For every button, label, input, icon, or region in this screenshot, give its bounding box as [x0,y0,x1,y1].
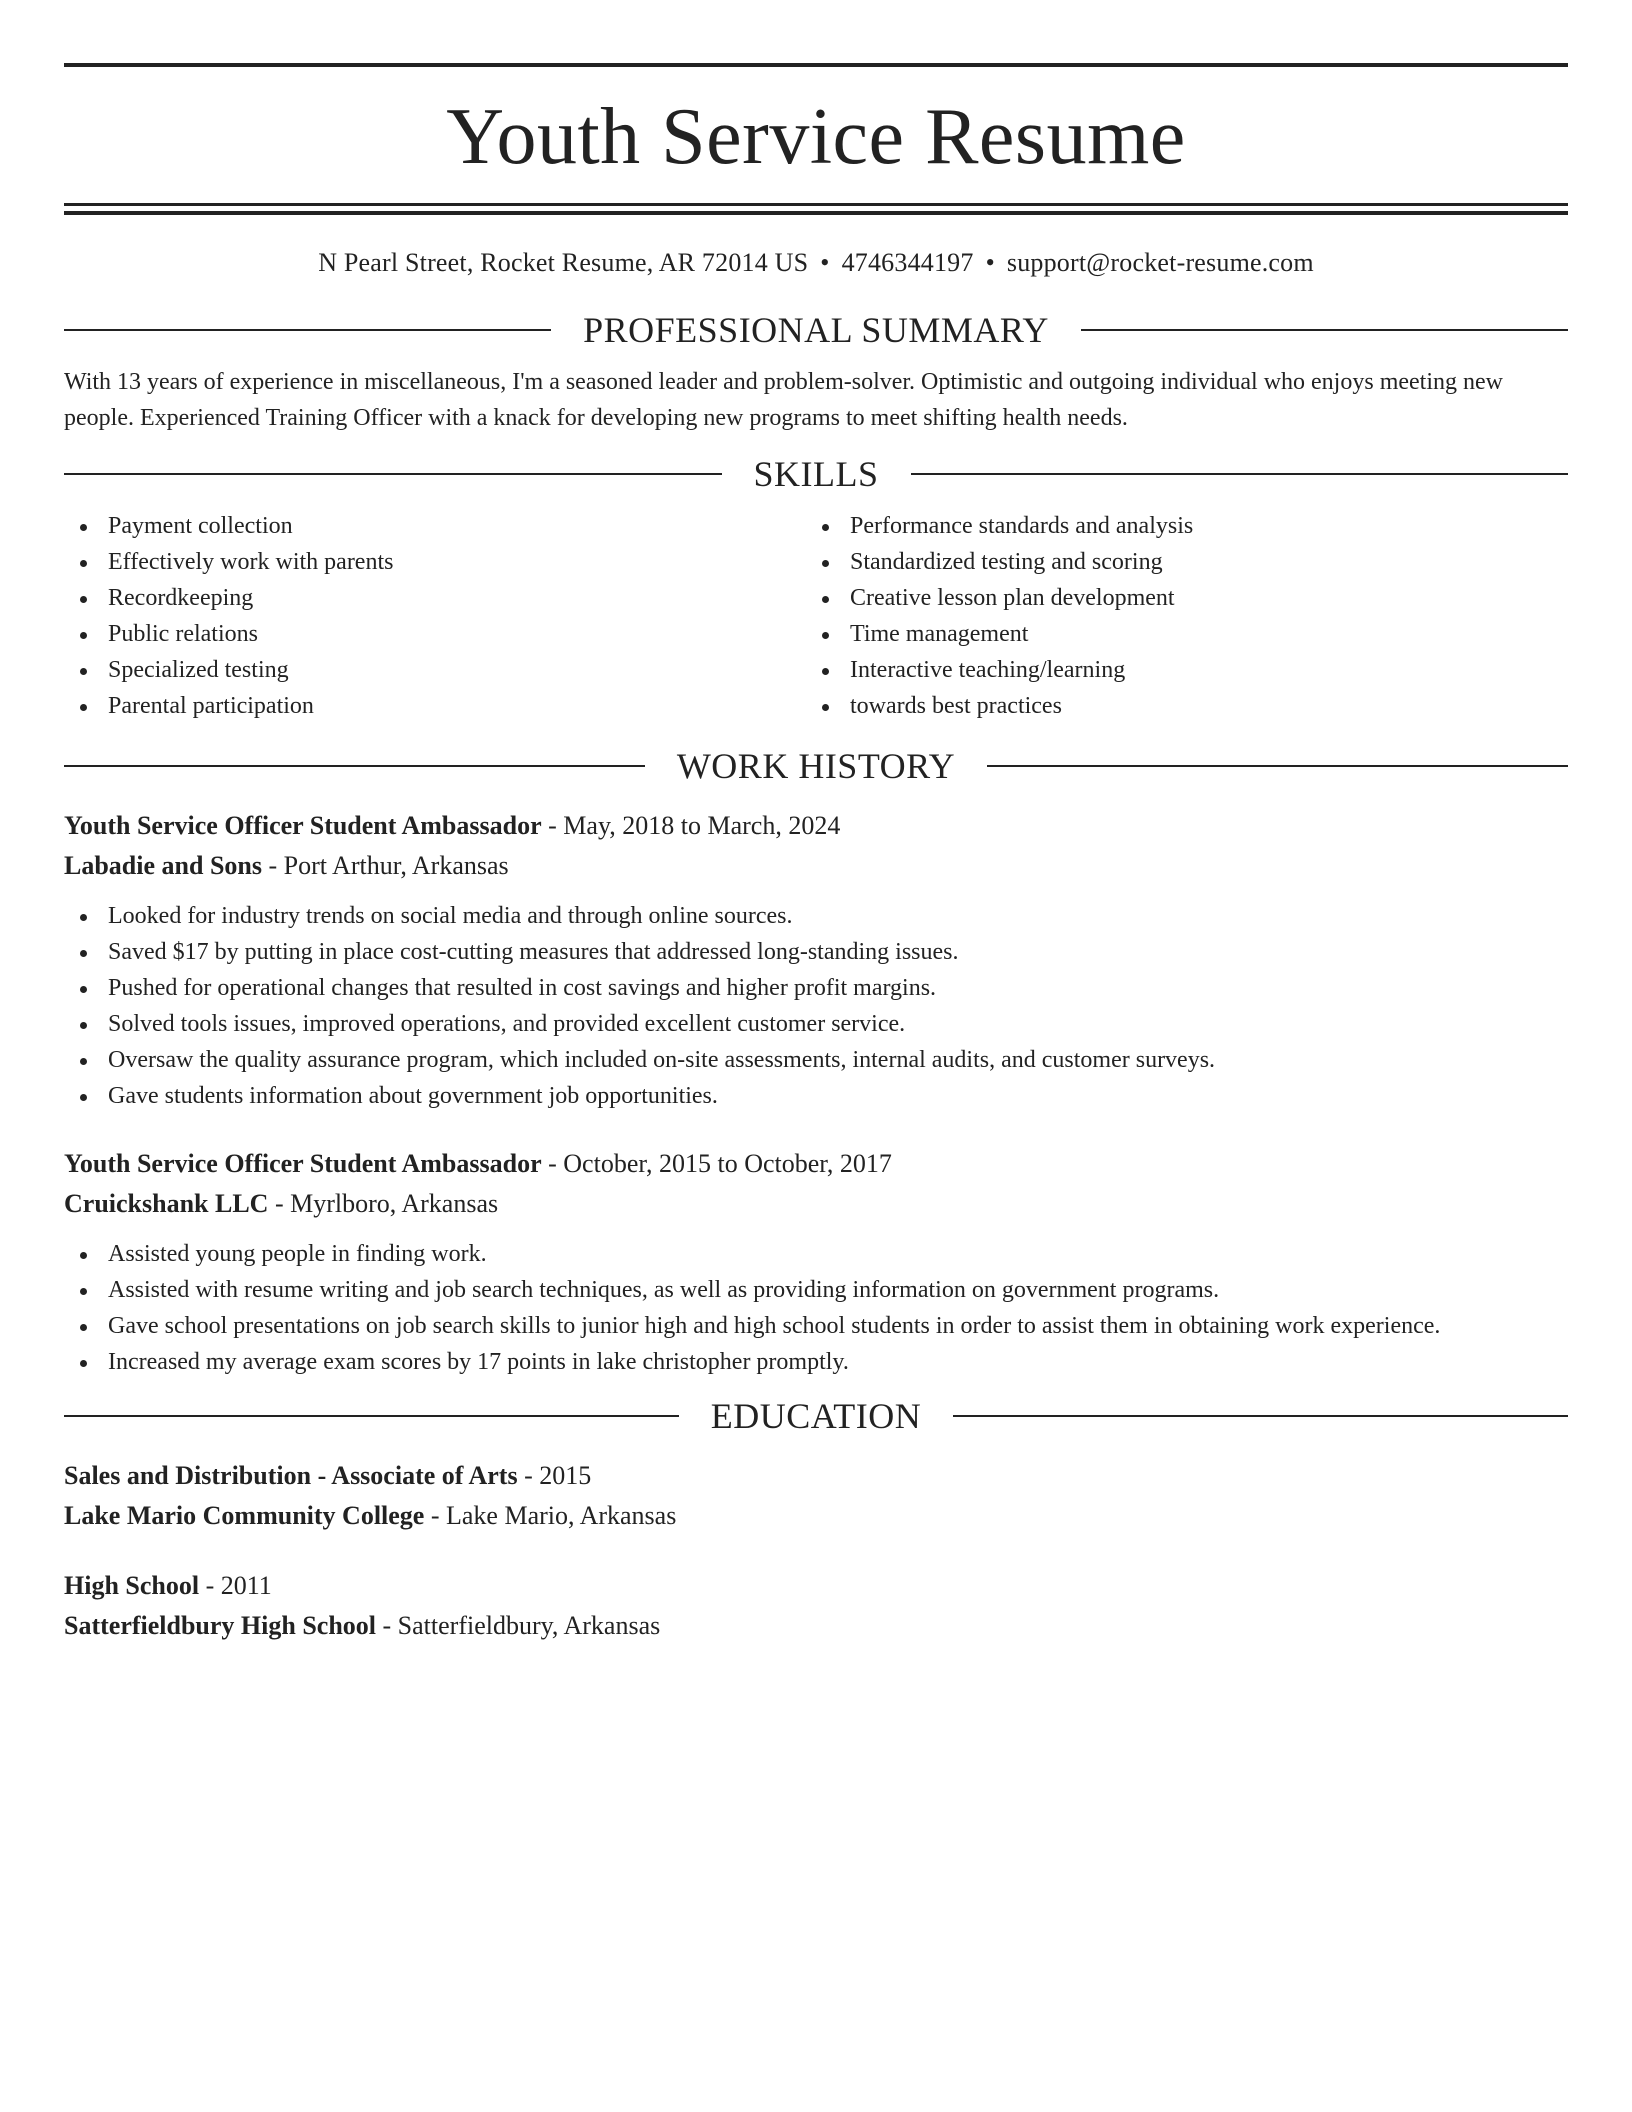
education-degree-line [64,1456,1568,1496]
skill-item: Interactive teaching/learning [806,652,1548,688]
summary-section-heading [64,310,1568,350]
skills-list [64,508,1568,724]
skill-item: Effectively work with parents [64,544,806,580]
heading-rule-right [953,1415,1568,1417]
job-dates: - May, 2018 to March, 2024 [541,811,841,840]
skill-item: Recordkeeping [64,580,806,616]
heading-rule-right [987,765,1568,767]
heading-rule-left [64,1415,679,1417]
education-entry [64,1456,1568,1536]
job-title-line [64,1144,1568,1184]
heading-rule-left [64,329,551,331]
contact-phone: 4746344197 [841,248,974,277]
education-school-line [64,1606,1568,1646]
contact-address: N Pearl Street, Rocket Resume, AR 72014 US [318,248,809,277]
job-dates: - October, 2015 to October, 2017 [541,1149,892,1178]
job-bullet: Solved tools issues, improved operations, and provided excellent customer service. [64,1006,1568,1042]
skills-column-left [64,508,806,724]
education-degree-line [64,1566,1568,1606]
heading-rule-right [911,473,1569,475]
education-school: Satterfieldbury High School [64,1611,377,1640]
job-title-line [64,806,1568,846]
skill-item: Creative lesson plan development [806,580,1548,616]
contact-email: support@rocket-resume.com [1006,248,1314,277]
contact-separator: • [985,248,995,277]
skills-heading: SKILLS [753,454,879,494]
education-heading: EDUCATION [710,1396,922,1436]
job-bullet: Oversaw the quality assurance program, which included on-site assessments, internal audits, and customer surveys. [64,1042,1568,1078]
job-company: Cruickshank LLC [64,1189,269,1218]
job-company: Labadie and Sons [64,851,262,880]
job-bullet: Increased my average exam scores by 17 points in lake christopher promptly. [64,1344,1568,1380]
skill-item: Performance standards and analysis [806,508,1548,544]
job-bullets [64,898,1568,1114]
page-title: Youth Service Resume [446,93,1186,181]
job-bullet: Saved $17 by putting in place cost-cutting measures that addressed long-standing issues. [64,934,1568,970]
heading-rule-left [64,765,645,767]
job-entry [64,1144,1568,1380]
job-location: - Myrlboro, Arkansas [268,1189,499,1218]
skills-section-heading [64,454,1568,494]
job-bullet: Assisted young people in finding work. [64,1236,1568,1272]
top-rule [64,63,1568,67]
contact-line [64,248,1568,278]
skill-item: Time management [806,616,1548,652]
job-location: - Port Arthur, Arkansas [261,851,509,880]
education-degree: High School [64,1571,200,1600]
education-location: - Satterfieldbury, Arkansas [376,1611,661,1640]
job-bullet: Looked for industry trends on social media and through online sources. [64,898,1568,934]
contact-separator: • [820,248,830,277]
education-year: - 2015 [517,1461,592,1490]
summary-text: With 13 years of experience in miscellaneous, I'm a seasoned leader and problem-solver. Optimistic and outgoing individual who enjoys meeting new people. Experienced Training Officer with a knack for developing new programs to meet shifting health needs. [64,369,1503,431]
job-company-line [64,846,1568,886]
job-bullet: Assisted with resume writing and job search techniques, as well as providing information on government programs. [64,1272,1568,1308]
summary-heading: PROFESSIONAL SUMMARY [583,310,1049,350]
education-degree: Sales and Distribution - Associate of Arts [64,1461,518,1490]
heading-rule-right [1081,329,1568,331]
skills-column-right [806,508,1548,724]
job-bullets [64,1236,1568,1380]
work-section-heading [64,746,1568,786]
job-entry [64,806,1568,1114]
skill-item: Standardized testing and scoring [806,544,1548,580]
skill-item: Parental participation [64,688,806,724]
job-bullet: Gave school presentations on job search skills to junior high and high school students in order to assist them in obtaining work experience. [64,1308,1568,1344]
job-bullet: Pushed for operational changes that resulted in cost savings and higher profit margins. [64,970,1568,1006]
job-title: Youth Service Officer Student Ambassador [64,1149,542,1178]
heading-rule-left [64,473,722,475]
education-school: Lake Mario Community College [64,1501,425,1530]
skill-item: towards best practices [806,688,1548,724]
skill-item: Payment collection [64,508,806,544]
education-entry [64,1566,1568,1646]
education-location: - Lake Mario, Arkansas [424,1501,677,1530]
skill-item: Public relations [64,616,806,652]
job-bullet: Gave students information about government job opportunities. [64,1078,1568,1114]
job-company-line [64,1184,1568,1224]
education-school-line [64,1496,1568,1536]
education-section-heading [64,1396,1568,1436]
education-year: - 2011 [199,1571,272,1600]
job-title: Youth Service Officer Student Ambassador [64,811,542,840]
title-double-rule [64,203,1568,215]
work-heading: WORK HISTORY [676,746,956,786]
skill-item: Specialized testing [64,652,806,688]
